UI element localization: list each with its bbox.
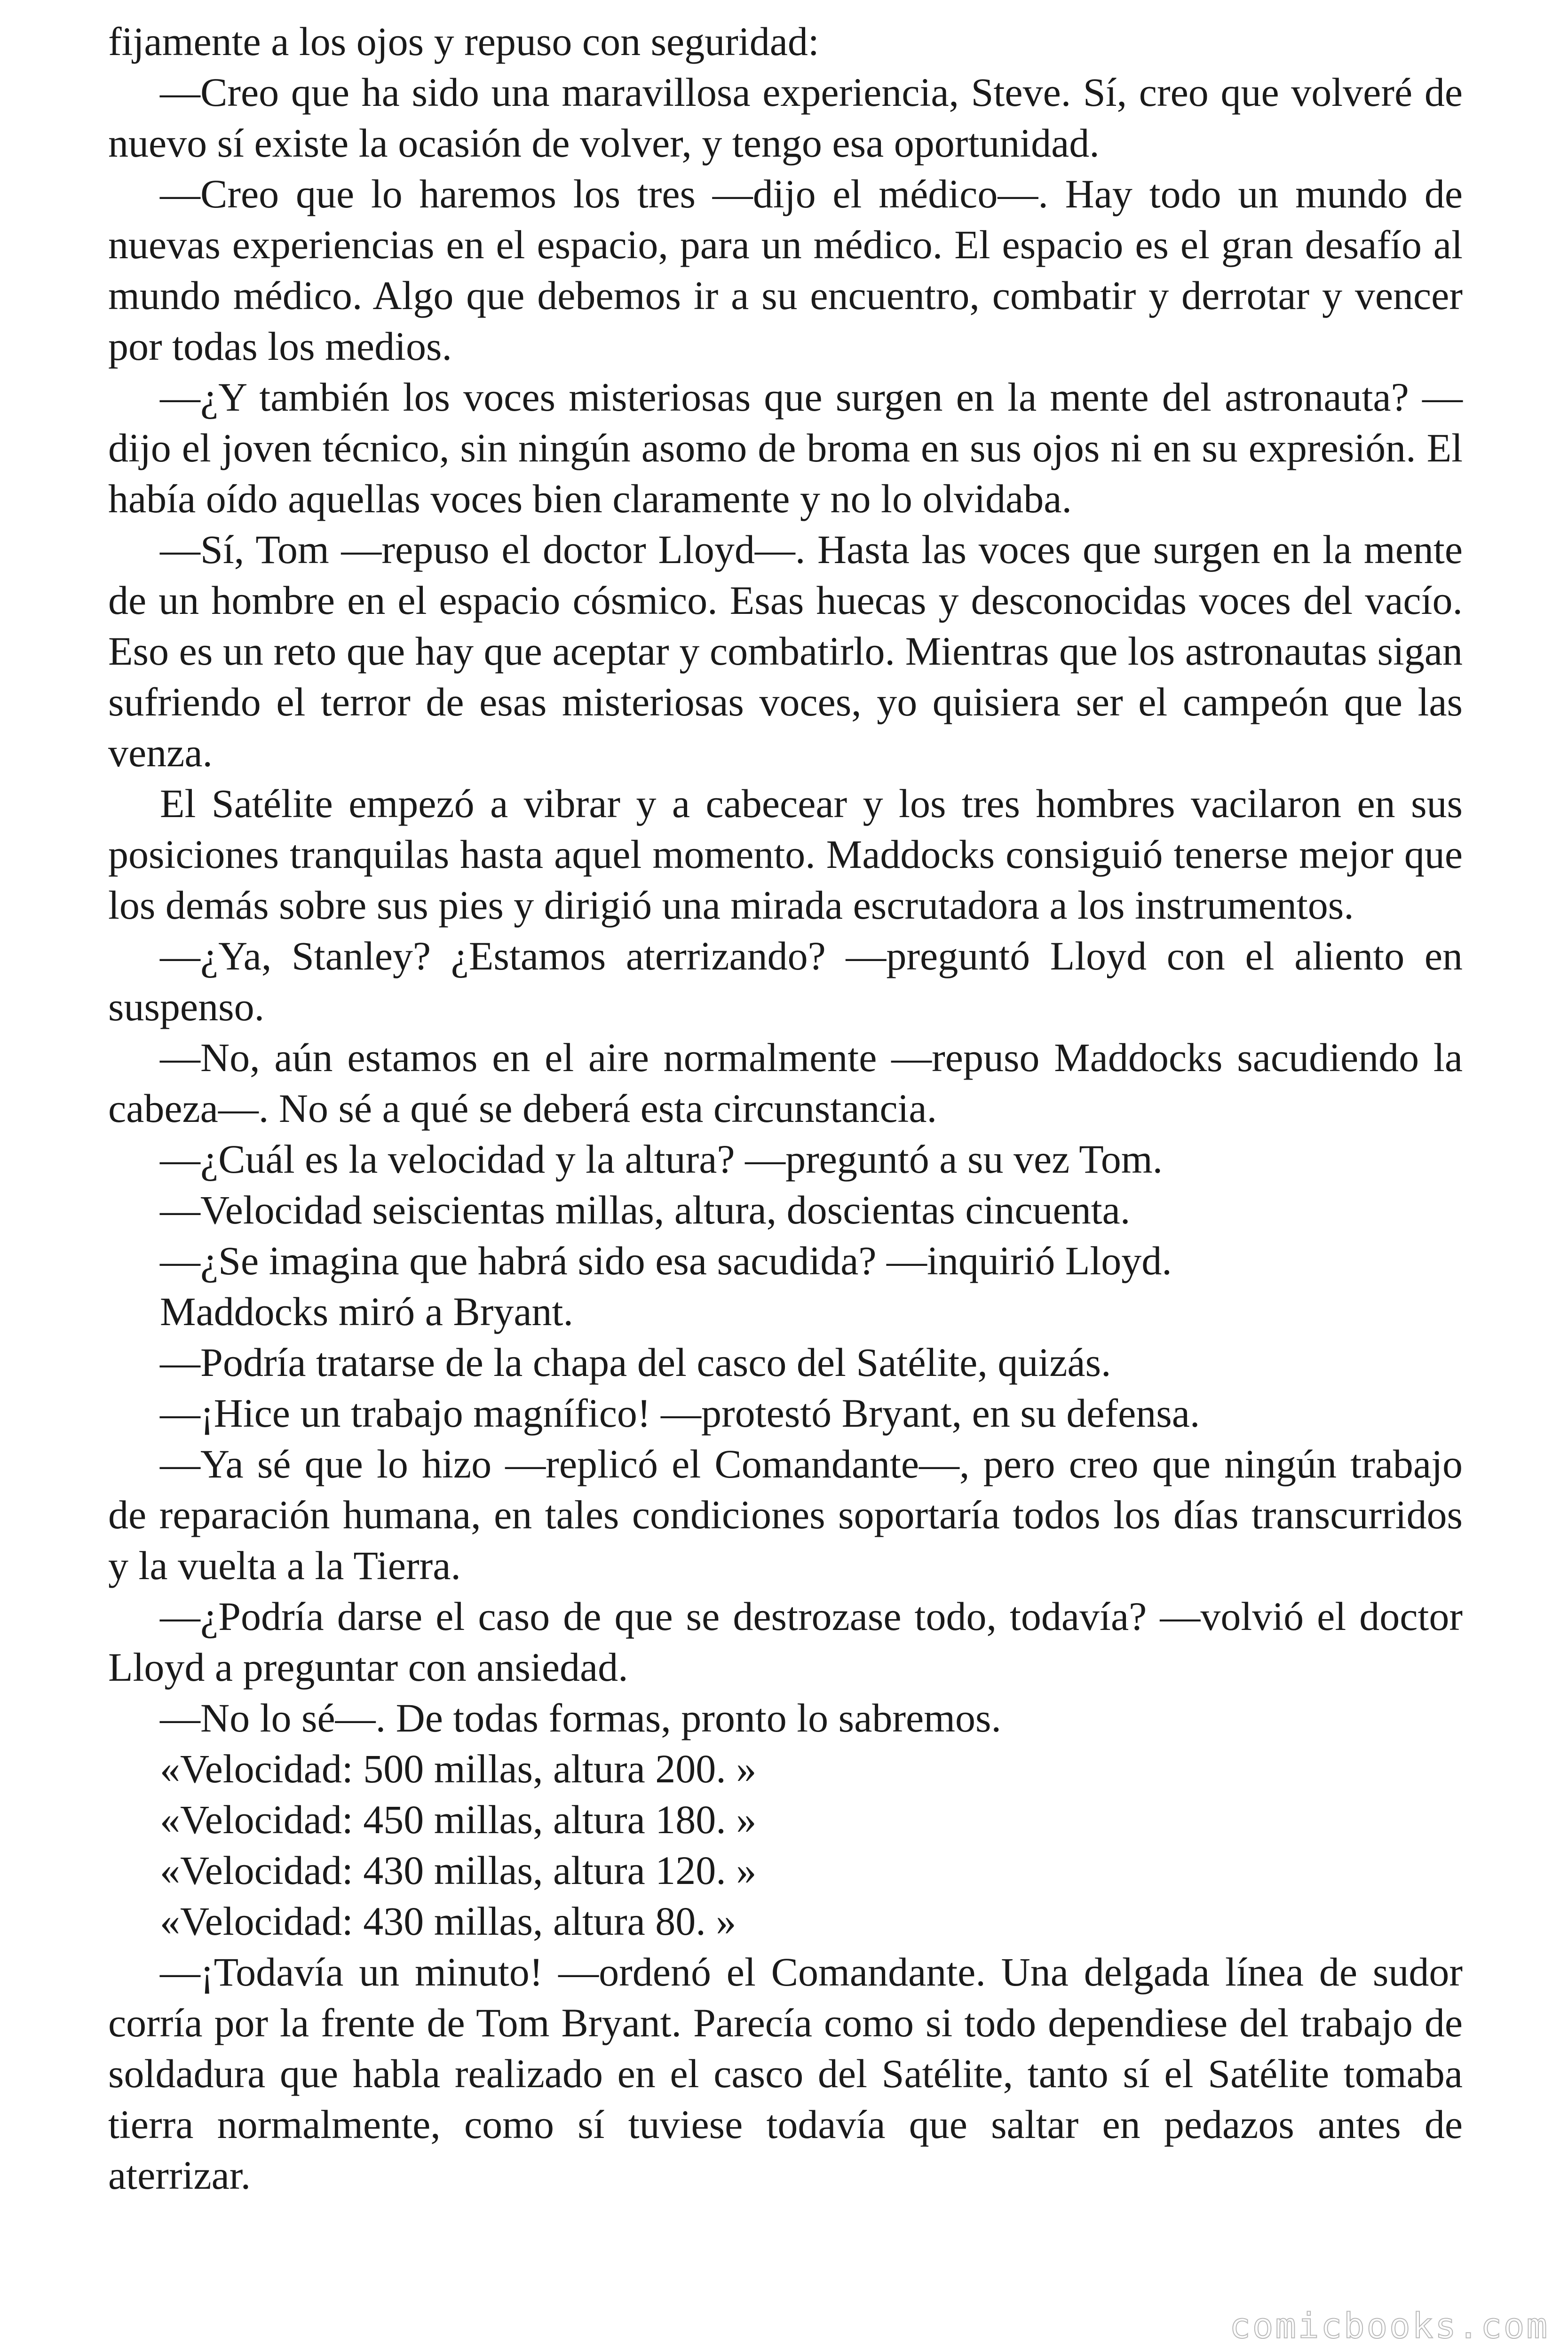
paragraph: —¡Todavía un minuto! —ordenó el Comandante. Una delgada línea de sudor corría por la frente de Tom Bryant. Parecía como si todo dependiese del trabajo de soldadura que habla realizado en el casco del Satélite, tanto sí el Satélite tomaba tierra normalmente, como sí tuviese todavía que saltar en pedazos antes de aterrizar. [108, 1949, 1463, 2198]
paragraph: —¿Ya, Stanley? ¿Estamos aterrizando? —preguntó Lloyd con el aliento en suspenso. [108, 933, 1463, 1029]
paragraph: —¿Cuál es la velocidad y la altura? —preguntó a su vez Tom. [160, 1136, 1163, 1182]
paragraph: «Velocidad: 500 millas, altura 200. » [160, 1746, 757, 1791]
paragraph: —Ya sé que lo hizo —replicó el Comandante—, pero creo que ningún trabajo de reparación humana, en tales condiciones soportaría todos los días transcurridos y la vuelta a la Tierra. [108, 1441, 1463, 1588]
paragraph: «Velocidad: 450 millas, altura 180. » [160, 1797, 757, 1842]
paragraph: —¿Se imagina que habrá sido esa sacudida? —inquirió Lloyd. [160, 1238, 1172, 1283]
book-page-text [108, 16, 1463, 2201]
paragraph: fijamente a los ojos y repuso con seguridad: [108, 19, 819, 64]
paragraph: —Podría tratarse de la chapa del casco del Satélite, quizás. [160, 1340, 1111, 1385]
paragraph: Maddocks miró a Bryant. [160, 1289, 573, 1334]
paragraph: «Velocidad: 430 millas, altura 120. » [160, 1848, 757, 1893]
paragraph: El Satélite empezó a vibrar y a cabecear y los tres hombres vacilaron en sus posiciones tranquilas hasta aquel momento. Maddocks consiguió tenerse mejor que los demás sobre sus pies y dirigió una mirada escrutadora a los instrumentos. [108, 781, 1463, 928]
paragraph: —No, aún estamos en el aire normalmente —repuso Maddocks sacudiendo la cabeza—. No sé a qué se deberá esta circunstancia. [108, 1035, 1463, 1131]
paragraph: —Velocidad seiscientas millas, altura, doscientas cincuenta. [160, 1187, 1131, 1232]
paragraph: —Creo que lo haremos los tres —dijo el médico—. Hay todo un mundo de nuevas experiencias en el espacio, para un médico. El espacio es el gran desafío al mundo médico. Algo que debemos ir a su encuentro, combatir y derrotar y vencer por todas los medios. [108, 171, 1463, 369]
paragraph: —¡Hice un trabajo magnífico! —protestó Bryant, en su defensa. [160, 1391, 1200, 1436]
paragraph: —¿Y también los voces misteriosas que surgen en la mente del astronauta? —dijo el joven técnico, sin ningún asomo de broma en sus ojos ni en su expresión. El había oído aquellas voces bien claramente y no lo olvidaba. [108, 374, 1463, 521]
paragraph: —Creo que ha sido una maravillosa experiencia, Steve. Sí, creo que volveré de nuevo sí existe la ocasión de volver, y tengo esa oportunidad. [108, 70, 1463, 166]
paragraph: —Sí, Tom —repuso el doctor Lloyd—. Hasta las voces que surgen en la mente de un hombre en el espacio cósmico. Esas huecas y desconocidas voces del vacío. Eso es un reto que hay que aceptar y combatirlo. Mientras que los astronautas sigan sufriendo el terror de esas misteriosas voces, yo quisiera ser el campeón que las venza. [108, 527, 1463, 775]
paragraph: «Velocidad: 430 millas, altura 80. » [160, 1899, 736, 1944]
paragraph: —¿Podría darse el caso de que se destrozase todo, todavía? —volvió el doctor Lloyd a preguntar con ansiedad. [108, 1594, 1463, 1690]
watermark-text: comicbooks.com [1229, 2306, 1549, 2346]
paragraph: —No lo sé—. De todas formas, pronto lo sabremos. [160, 1695, 1001, 1740]
